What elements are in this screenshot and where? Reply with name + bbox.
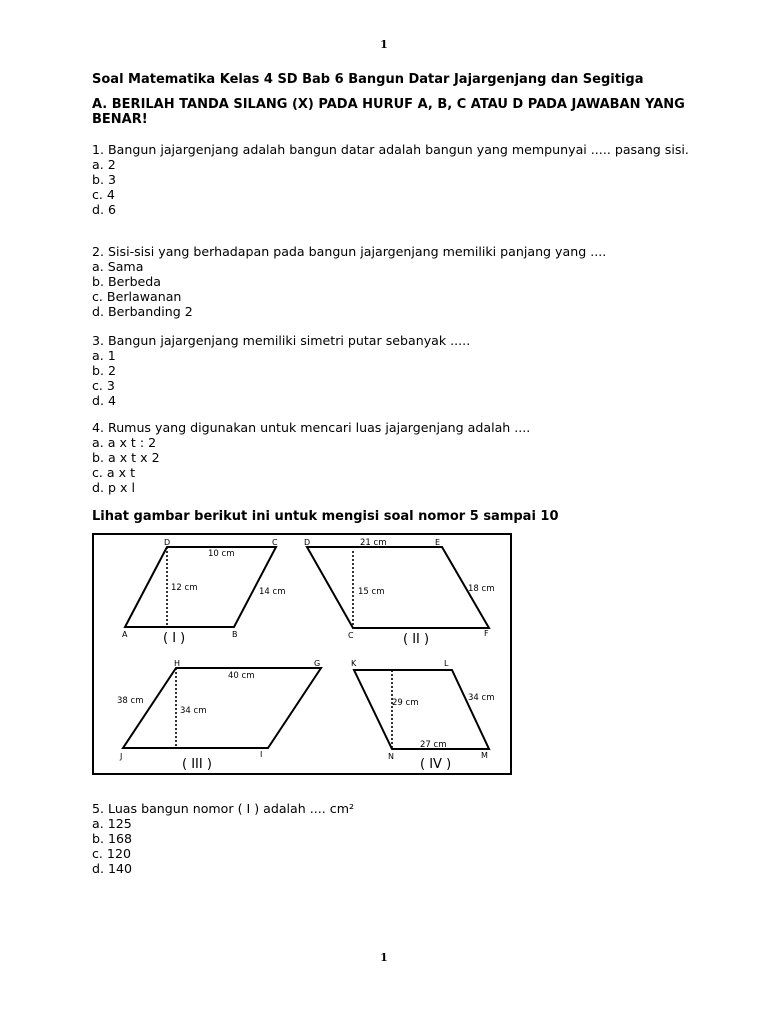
- figure-caption: ( III ): [182, 757, 212, 772]
- vertex-label: F: [484, 629, 489, 638]
- question-text: 4. Rumus yang digunakan untuk mencari luas jajargenjang adalah ....: [92, 420, 531, 435]
- vertex-label: K: [351, 659, 357, 668]
- vertex-label: C: [348, 631, 354, 640]
- measure-label: 10 cm: [208, 549, 235, 559]
- option-d: d. Berbanding 2: [92, 304, 193, 319]
- option-c: c. a x t: [92, 465, 136, 480]
- measure-label: 15 cm: [358, 587, 385, 597]
- measure-label: 29 cm: [392, 698, 419, 708]
- vertex-label: C: [272, 538, 278, 547]
- measure-label: 40 cm: [228, 671, 255, 681]
- vertex-label: I: [260, 750, 263, 759]
- question-5: [92, 801, 707, 876]
- question-2: [92, 244, 707, 319]
- option-a: a. 125: [92, 816, 132, 831]
- option-c: c. 4: [92, 187, 115, 202]
- question-text: 2. Sisi-sisi yang berhadapan pada bangun jajargenjang memiliki panjang yang ....: [92, 244, 607, 259]
- question-4: [92, 420, 707, 495]
- measure-label: 18 cm: [468, 584, 495, 594]
- measure-label: 21 cm: [360, 538, 387, 548]
- question-3: [92, 333, 707, 408]
- question-text: 3. Bangun jajargenjang memiliki simetri putar sebanyak .....: [92, 333, 471, 348]
- measure-label: 27 cm: [420, 740, 447, 750]
- option-a: a. 1: [92, 348, 116, 363]
- measure-label: 34 cm: [468, 693, 495, 703]
- vertex-label: L: [444, 659, 449, 668]
- section-heading: A. BERILAH TANDA SILANG (X) PADA HURUF A, B, C ATAU D PADA JAWABAN YANG BENAR!: [92, 97, 685, 127]
- figure-caption: ( I ): [163, 631, 186, 646]
- document-title: Soal Matematika Kelas 4 SD Bab 6 Bangun Datar Jajargenjang dan Segitiga: [92, 72, 644, 87]
- parallelogram-1: [125, 547, 276, 627]
- option-b: b. a x t x 2: [92, 450, 160, 465]
- option-a: a. 2: [92, 157, 116, 172]
- question-text: 5. Luas bangun nomor ( I ) adalah .... cm²: [92, 801, 355, 816]
- figure-instruction: Lihat gambar berikut ini untuk mengisi soal nomor 5 sampai 10: [92, 509, 559, 524]
- option-b: b. Berbeda: [92, 274, 162, 289]
- measure-label: 12 cm: [171, 583, 198, 593]
- vertex-label: H: [174, 659, 181, 668]
- option-d: d. p x l: [92, 480, 135, 495]
- option-a: a. a x t : 2: [92, 435, 157, 450]
- question-text: 1. Bangun jajargenjang adalah bangun datar adalah bangun yang mempunyai ..... pasang sisi.: [92, 142, 689, 157]
- vertex-label: N: [388, 752, 394, 761]
- vertex-label: D: [304, 538, 311, 547]
- page-number-top: 1: [380, 38, 388, 51]
- vertex-label: M: [481, 751, 488, 760]
- option-a: a. Sama: [92, 259, 144, 274]
- option-c: c. 120: [92, 846, 131, 861]
- option-d: d. 4: [92, 393, 117, 408]
- figure-caption: ( II ): [403, 632, 430, 647]
- figure-box: [92, 533, 512, 775]
- measure-label: 34 cm: [180, 706, 207, 716]
- vertex-label: A: [122, 630, 128, 639]
- parallelogram-4: [354, 670, 489, 749]
- vertex-label: E: [435, 538, 441, 547]
- option-d: d. 6: [92, 202, 117, 217]
- option-b: b. 2: [92, 363, 117, 378]
- vertex-label: D: [164, 538, 171, 547]
- option-c: c. 3: [92, 378, 115, 393]
- option-d: d. 140: [92, 861, 133, 876]
- question-1: [92, 142, 707, 217]
- parallelogram-3: [123, 668, 321, 748]
- option-c: c. Berlawanan: [92, 289, 182, 304]
- vertex-label: J: [120, 752, 123, 761]
- page-number-bottom: 1: [380, 951, 388, 964]
- figure-caption: ( IV ): [420, 757, 452, 772]
- option-b: b. 3: [92, 172, 117, 187]
- parallelogram-figure: [92, 533, 512, 775]
- vertex-label: G: [314, 659, 321, 668]
- measure-label: 14 cm: [259, 587, 286, 597]
- option-b: b. 168: [92, 831, 133, 846]
- measure-label: 38 cm: [117, 696, 144, 706]
- parallelogram-2: [307, 547, 489, 628]
- vertex-label: B: [232, 630, 238, 639]
